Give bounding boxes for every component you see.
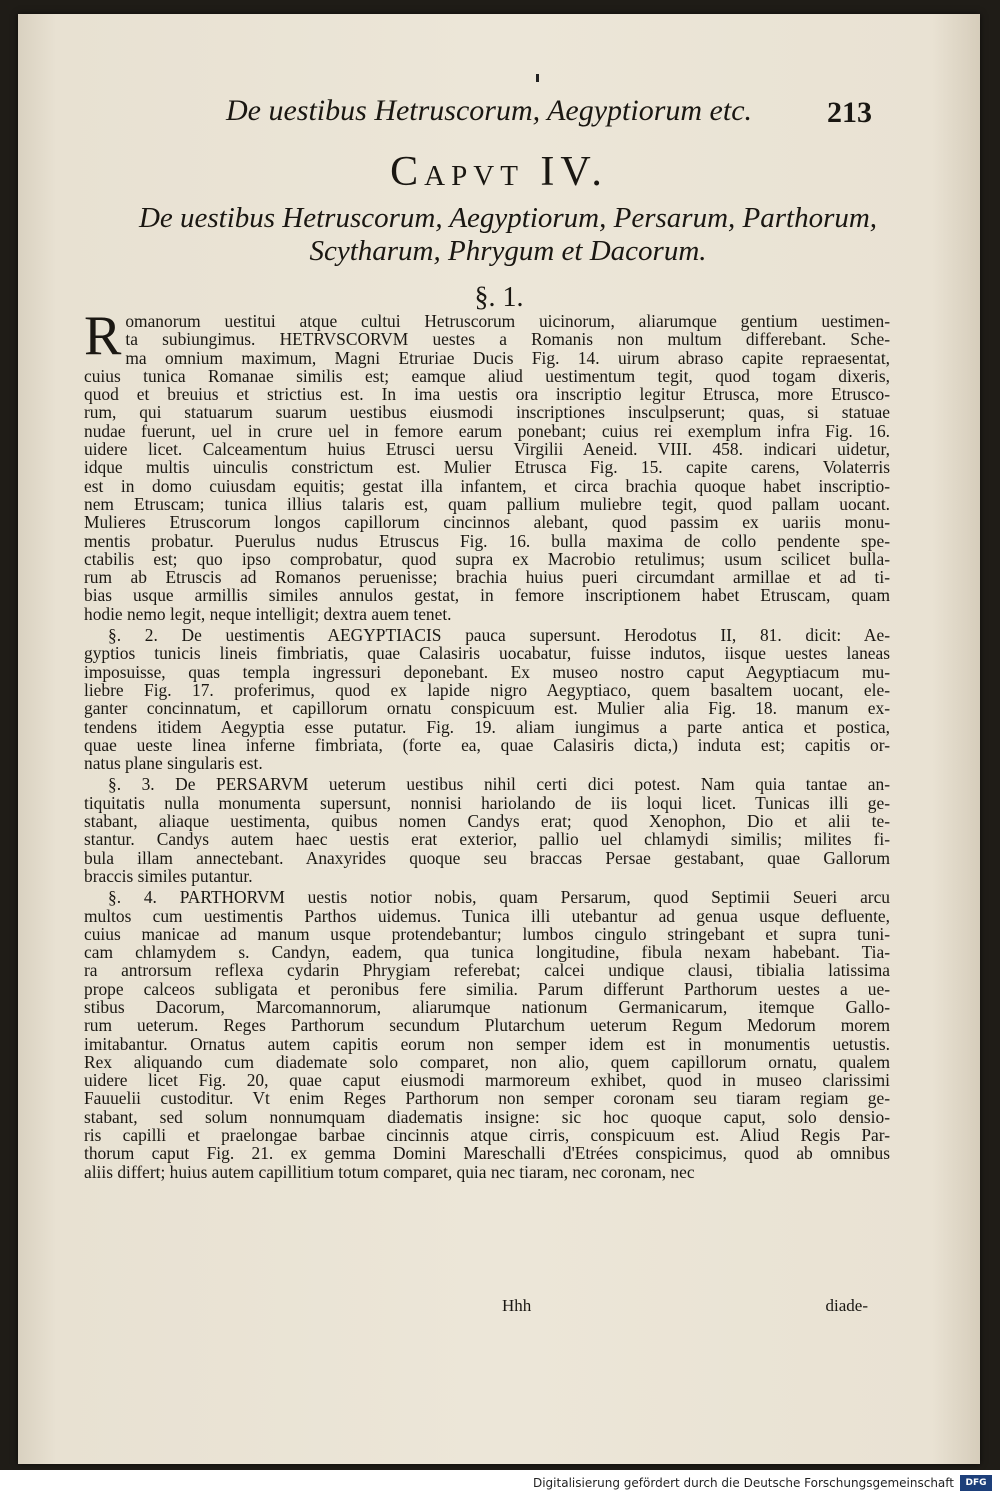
text-line: rum, qui statuarum suarum uestibus eiusmodi inscriptiones insculpserunt; quas, si statuae xyxy=(84,402,890,423)
paragraph xyxy=(84,626,890,772)
dfg-logo: DFG xyxy=(960,1475,992,1491)
text-line: ris capilli et praelongae barbae cincinnis atque cirris, conspicuum est. Aliud Regis Par- xyxy=(84,1125,890,1146)
running-head-title: De uestibus Hetruscorum, Aegyptiorum etc. xyxy=(226,94,753,127)
paragraph xyxy=(84,775,890,885)
page-footer-line xyxy=(18,1296,980,1318)
text-line: tendens itidem Aegyptia esse putatur. Fig. 19. aliam iungimus a parte antica et postica, xyxy=(84,716,890,737)
text-line: prope calceos subligata et peronibus fere similia. Parum differunt Parthorum uestes a ue- xyxy=(84,978,890,999)
text-line: mentis probatur. Puerulus nudus Etruscus Fig. 16. bulla maxima de collo pendente spe- xyxy=(84,530,890,551)
text-line: ma omnium maximum, Magni Etruriae Ducis Fig. 14. uirum abraso capite repraesentat, xyxy=(125,347,890,368)
text-line: cuius manicae ad manum usque protendebantur; lumbos cingulo stringebant et supra tuni- xyxy=(84,923,890,944)
text-line: stantur. Candys autem haec uestis erat exterior, pallio uel chlamydi similis; milites fi- xyxy=(84,829,890,850)
section-mark: §. 1. xyxy=(474,282,524,313)
text-line: nem Etruscam; tunica illius talaris est, quam pallium muliebre tegit, quod pallam uocant. xyxy=(84,493,890,514)
text-line: uidere licet Fig. 20, quae caput eiusmodi marmoreum exhibet, quod in museo clarissimi xyxy=(84,1070,890,1091)
text-line: imitabantur. Ornatus autem capitis eorum non semper idem est in monumentis uetustis. xyxy=(84,1033,890,1054)
text-line: Fauuelii custoditur. Vt enim Reges Parthorum non semper coronam seu tiaram regiam ge- xyxy=(84,1088,890,1109)
body-text xyxy=(84,305,890,1182)
text-line: ctabilis est; quo ipso comprobatur, quod supra ex Macrobio retulimus; usum scilicet bulla- xyxy=(84,548,890,569)
text-line: tiquitatis nulla monumenta supersunt, nonnisi hariolando de iis loqui licet. Tunicas illi ge- xyxy=(84,792,890,813)
text-line: omanorum uestitui atque cultui Hetruscorum uicinorum, aliarumque gentium uestimen- xyxy=(125,311,890,331)
text-line: ta subiungimus. HETRVSCORVM uestes a Romanis non multum differebant. Sche- xyxy=(125,329,890,350)
signature-mark: Hhh xyxy=(502,1296,532,1315)
text-line: rum ab Etruscis ad Romanos peruenisse; brachia huius pueri circumdant armillae et ad ti- xyxy=(84,567,890,588)
text-line: hodie nemo legit, neque intelligit; dextra auem tenet. xyxy=(84,603,452,624)
chapter-subtitle-line: Scytharum, Phrygum et Dacorum. xyxy=(309,235,707,267)
text-line: §. 3. De PERSARVM ueterum uestibus nihil certi dici potest. Nam quia tantae an- xyxy=(108,774,890,795)
running-head xyxy=(18,90,980,134)
chapter-title: Capvt IV. xyxy=(390,149,608,195)
digitization-footer xyxy=(0,1470,1000,1497)
text-line: aliis differt; huius autem capillitium totum comparet, quia nec tiaram, nec coronam, nec xyxy=(84,1161,695,1182)
text-line: imposuisse, quas templa ingressuri deponebant. Ex museo nostro caput Aegyptiacum mu- xyxy=(84,661,890,682)
text-line: stabant, aliaque uestimenta, quibus nomen Candys erat; quod Xenophon, Dio et alii te- xyxy=(84,811,890,832)
text-line: liebre Fig. 17. proferimus, quod ex lapide nigro Aegyptiaco, quem basaltem uocant, ele- xyxy=(84,679,890,700)
text-line: gyptios tunicis lineis fimbriatis, quae Calasiris uocabatur, fuisse indutos, iisque uestes laneas xyxy=(84,643,890,664)
chapter-subtitle-line: De uestibus Hetruscorum, Aegyptiorum, Persarum, Parthorum, xyxy=(138,202,878,234)
paragraph xyxy=(84,305,890,624)
text-line: uidere licet. Calceamentum huius Etrusci uersu Virgilii Aeneid. VIII. 458. indicari uidetur, xyxy=(84,439,890,460)
text-line: quae ueste linea inferne fimbriata, (forte ea, quae Calasiris dicta,) induta est; capitis or- xyxy=(84,734,890,755)
text-line: cam chlamydem s. Candyn, eadem, qua tunica longitudine, fibula nexam habebant. Tia- xyxy=(84,942,890,963)
text-line: natus plane singularis est. xyxy=(84,753,263,774)
book-page xyxy=(18,14,980,1464)
footer-credit: Digitalisierung gefördert durch die Deutsche Forschungsgemeinschaft xyxy=(532,1476,954,1490)
page-number: 213 xyxy=(827,96,872,129)
text-line: thorum caput Fig. 21. ex gemma Domini Mareschalli d'Etrées conspicimus, quod ab omnibus xyxy=(84,1143,890,1164)
text-line: cuius tunica Romanae similis est; eamque aliud uestimentum tegit, quod togam dixeris, xyxy=(84,365,890,386)
text-line: bula illam annectebant. Anaxyrides quoque seu braccas Persae gestabant, quae Gallorum xyxy=(84,847,890,868)
text-line: braccis similes putantur. xyxy=(84,865,253,886)
text-line: nudae fuerunt, uel in crure uel in femore earum ponebant; cuius rei exemplum infra Fig. 16. xyxy=(84,420,890,441)
text-line: stabant, sed solum nonnumquam diadematis insigne: sic hoc quoque caput, solo densio- xyxy=(84,1106,890,1127)
drop-cap: R xyxy=(84,305,122,367)
catchword: diade- xyxy=(825,1296,868,1315)
text-line: idque multis uinculis constrictum est. Mulier Etrusca Fig. 15. capite carens, Volaterris xyxy=(84,457,890,478)
ink-speck xyxy=(536,74,539,82)
paragraph xyxy=(84,888,890,1181)
text-line: stibus Dacorum, Marcomannorum, aliarumque nationum Germanicarum, itemque Gallo- xyxy=(84,996,890,1017)
text-line: bias usque armillis similes annulos gestat, in femore inscriptionem habet Etruscam, quam xyxy=(84,585,890,606)
text-line: §. 4. PARTHORVM uestis notior nobis, quam Persarum, quod Septimii Seueri arcu xyxy=(108,887,890,908)
text-line: Rex aliquando cum diademate solo comparet, non alio, quem capillorum ornatu, qualem xyxy=(84,1051,890,1072)
text-line: quod et breuius et strictius est. In ima uestis ora inscriptio legitur Etrusca, more Etrusco- xyxy=(84,384,890,405)
text-line: rum ueterum. Reges Parthorum secundum Plutarchum ueterum Regum Medorum morem xyxy=(84,1015,890,1036)
text-line: est in domo cuiusdam equitis; gestat illa infantem, et circa brachia quoque habet inscriptio- xyxy=(84,475,890,496)
text-line: ra antrorsum reflexa cydarin Phrygiam referebat; calcei undique clausi, tibialia latissima xyxy=(84,960,890,981)
text-line: Mulieres Etruscorum longos capillorum cincinnos alebant, quod passim ex uariis monu- xyxy=(84,512,890,533)
chapter-subtitle xyxy=(78,202,938,268)
text-line: multos cum uestimentis Parthos uidemus. Tunica illi utebantur ad genua usque defluente, xyxy=(84,905,890,926)
text-line: ganter concinnatum, et capillorum ornatu conspicuum est. Mulier alia Fig. 18. manum ex- xyxy=(84,698,890,719)
text-line: §. 2. De uestimentis AEGYPTIACIS pauca supersunt. Herodotus II, 81. dicit: Ae- xyxy=(108,625,890,646)
